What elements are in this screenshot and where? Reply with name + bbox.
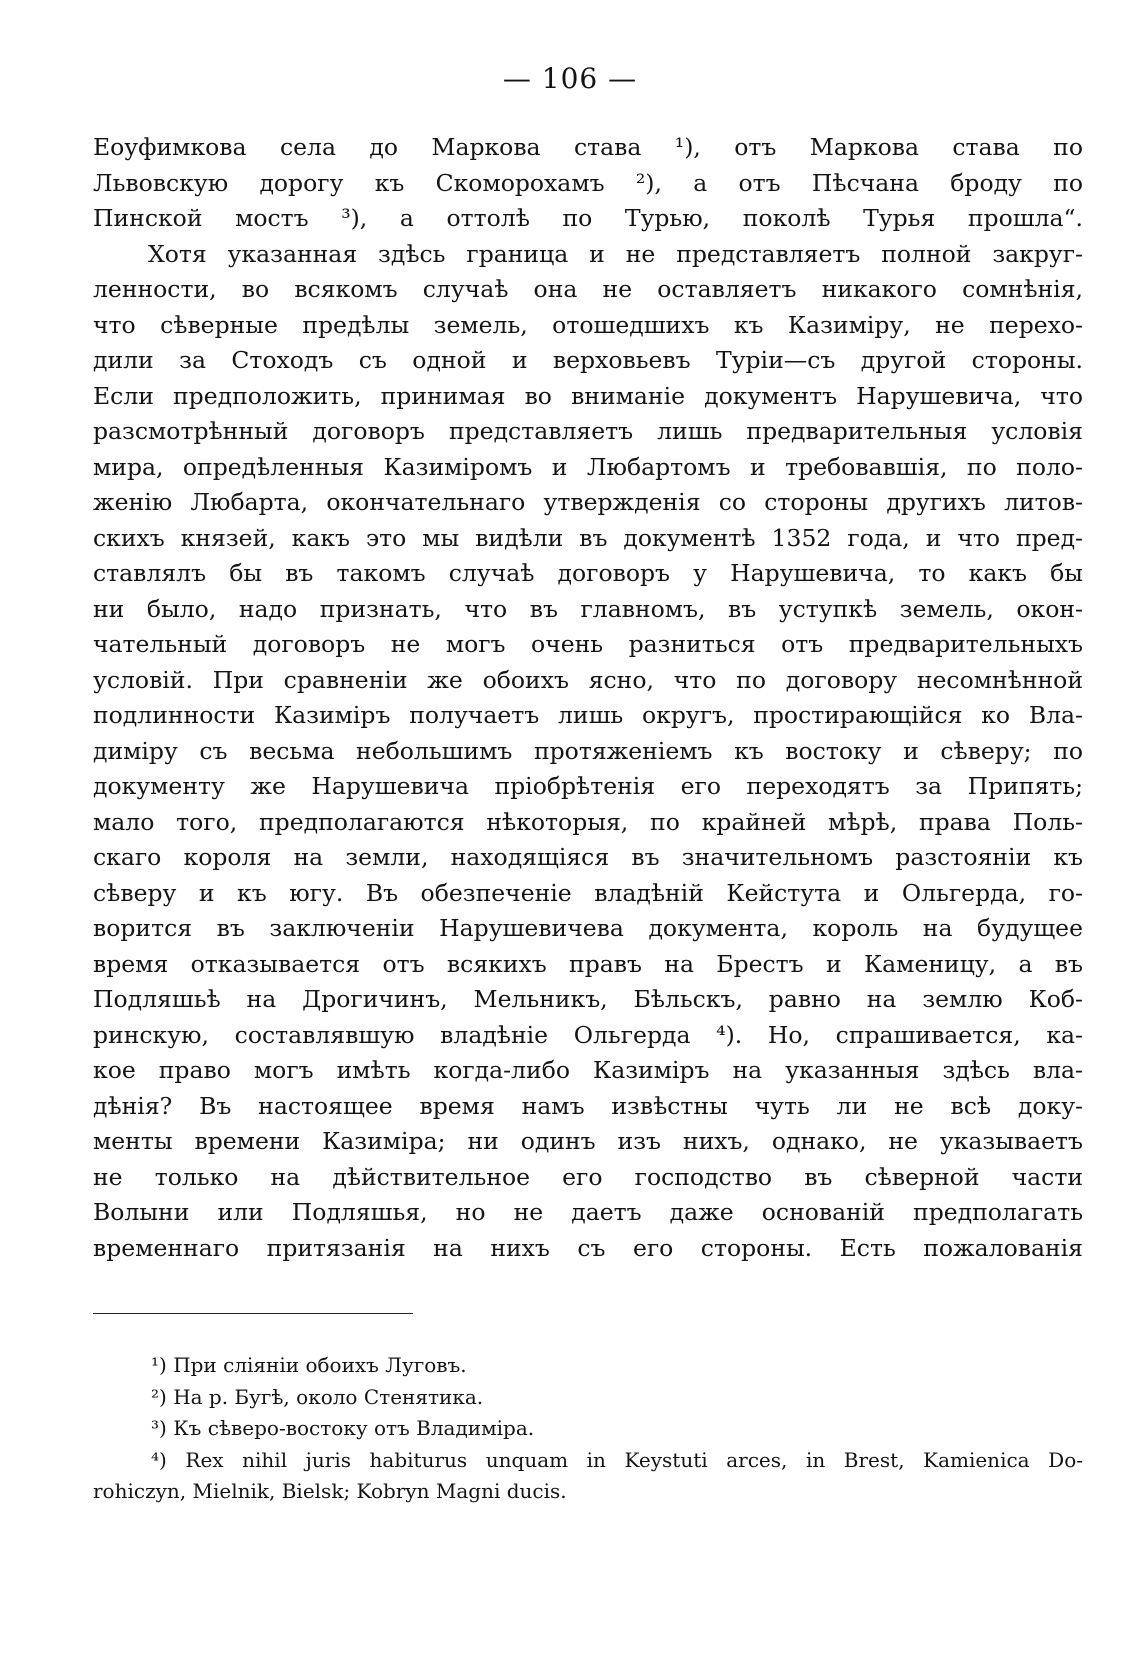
footnote-marker: ³) xyxy=(151,1416,167,1440)
body-line: ставлялъ бы въ такомъ случаѣ договоръ у Нарушевича, то какъ бы xyxy=(93,559,1083,587)
body-line: диміру съ весьма небольшимъ протяженіемъ къ востоку и сѣверу; по xyxy=(93,736,1083,765)
footnote-4 xyxy=(93,1445,1083,1477)
footnote-text: При сліяніи обоихъ Луговъ. xyxy=(173,1353,467,1377)
body-line: Львовскую дорогу къ Скоморохамъ ²), а отъ Пѣсчана броду по xyxy=(93,168,1083,197)
footnote-marker: ²) xyxy=(151,1384,167,1409)
footnote-2 xyxy=(93,1382,1083,1414)
body-line: ринскую, составлявшую владѣніе Ольгерда ⁴). Но, спрашивается, ка- xyxy=(93,1020,1083,1049)
body-line: Подляшьѣ на Дрогичинъ, Мельникъ, Бѣльскъ, равно на землю Коб- xyxy=(93,985,1083,1013)
footnote-divider xyxy=(93,1313,413,1314)
body-line: время отказывается отъ всякихъ правъ на Брестъ и Каменицу, а въ xyxy=(93,949,1083,978)
body-line: дѣнія? Въ настоящее время намъ извѣстны чуть ли не всѣ доку- xyxy=(93,1091,1083,1120)
body-line: разсмотрѣнный договоръ представляетъ лишь предварительныя условія xyxy=(93,417,1083,445)
body-line: женію Любарта, окончательнаго утвержденія со стороны другихъ литов- xyxy=(93,488,1083,516)
body-line: мира, опредѣленныя Казиміромъ и Любартомъ и требовавшія, по поло- xyxy=(93,452,1083,481)
footnote-text: rohiczyn, Mielnik, Bielsk; Kobryn Magni ducis. xyxy=(93,1479,567,1503)
body-line: дили за Стоходъ съ одной и верховьевъ Туріи—съ другой стороны. xyxy=(93,346,1083,374)
body-line: подлинности Казиміръ получаетъ лишь округъ, простирающійся ко Вла- xyxy=(93,701,1083,729)
body-line: Еоуфимкова села до Маркова става ¹), отъ Маркова става по xyxy=(93,133,1083,161)
body-line: чательный договоръ не могъ очень разниться отъ предварительныхъ xyxy=(93,630,1083,658)
footnote-text: Къ сѣверо-востоку отъ Владиміра. xyxy=(173,1416,535,1440)
body-line: мало того, предполагаются нѣкоторыя, по крайней мѣрѣ, права Поль- xyxy=(93,807,1083,836)
body-line: не только на дѣйствительное его господство въ сѣверной части xyxy=(93,1162,1083,1191)
body-line: менты времени Казиміра; ни одинъ изъ нихъ, однако, не указываетъ xyxy=(93,1127,1083,1155)
footnote-text: Rex nihil juris habiturus unquam in Keystuti arces, in Brest, Kamienica Do- xyxy=(185,1447,1083,1472)
page-number: — 106 — xyxy=(502,62,638,95)
footnote-text: На р. Бугѣ, около Стенятика. xyxy=(173,1384,484,1409)
body-line: кое право могъ имѣть когда-либо Казиміръ на указанныя здѣсь вла- xyxy=(93,1056,1083,1084)
body-line: Если предположить, принимая во вниманіе документъ Нарушевича, что xyxy=(93,381,1083,410)
footnote-3 xyxy=(93,1413,1083,1445)
body-text xyxy=(93,130,1083,1266)
body-line: ни было, надо признать, что въ главномъ, въ уступкѣ земель, окон- xyxy=(93,594,1083,623)
body-line: документу же Нарушевича пріобрѣтенія его переходятъ за Припять; xyxy=(93,772,1083,800)
footnote-marker: ¹) xyxy=(151,1353,167,1377)
body-line: ворится въ заключеніи Нарушевичева документа, король на будущее xyxy=(93,914,1083,942)
footnote-1 xyxy=(93,1350,1083,1382)
body-line: Хотя указанная здѣсь граница и не представляетъ полной закруг- xyxy=(148,239,1083,268)
body-line: условій. При сравненіи же обоихъ ясно, что по договору несомнѣнной xyxy=(93,665,1083,694)
body-line: Волыни или Подляшья, но не даетъ даже основаній предполагать xyxy=(93,1198,1083,1226)
body-line: ленности, во всякомъ случаѣ она не оставляетъ никакого сомнѣнія, xyxy=(93,275,1083,303)
body-line: скихъ князей, какъ это мы видѣли въ документѣ 1352 года, и что пред- xyxy=(93,523,1083,552)
body-line: что сѣверные предѣлы земель, отошедшихъ къ Казиміру, не перехо- xyxy=(93,310,1083,339)
body-line: Пинской мостъ ³), а оттолѣ по Турью, поколѣ Турья прошла“. xyxy=(93,204,1083,232)
body-line: сѣверу и къ югу. Въ обезпеченіе владѣній Кейстута и Ольгерда, го- xyxy=(93,878,1083,907)
footnotes xyxy=(93,1350,1083,1508)
footnote-4-continuation xyxy=(93,1476,1083,1508)
body-line: скаго короля на земли, находящіяся въ значительномъ разстояніи къ xyxy=(93,843,1083,871)
body-line: временнаго притязанія на нихъ съ его стороны. Есть пожалованія xyxy=(93,1233,1083,1262)
footnote-marker: ⁴) xyxy=(151,1447,167,1472)
